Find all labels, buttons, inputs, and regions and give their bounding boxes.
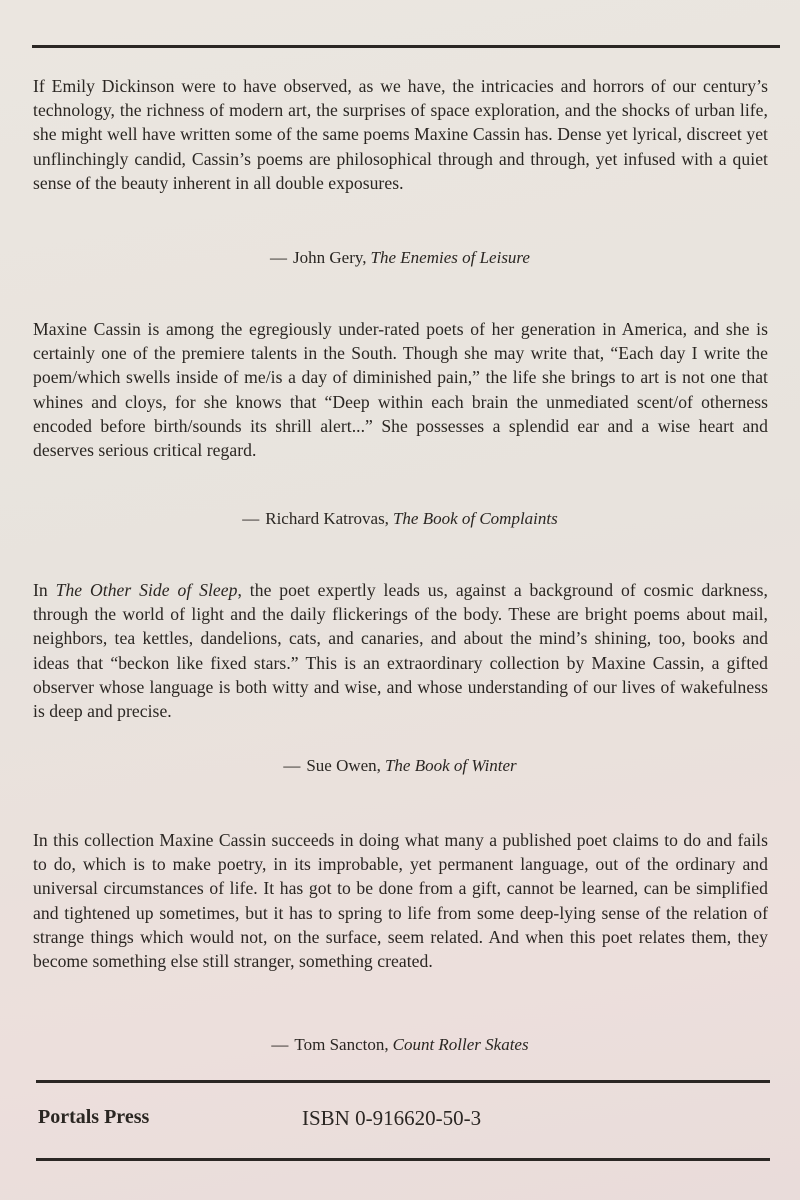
blurb-4-author: Tom Sancton, — [294, 1035, 389, 1054]
blurb-4 — [33, 828, 768, 973]
blurb-3-attribution — [0, 756, 800, 776]
blurb-3-book-title: The Other Side of Sleep — [55, 580, 238, 600]
blurb-4-attribution — [0, 1035, 800, 1055]
blurb-3-dash: — — [283, 756, 301, 775]
blurb-2-author: Richard Katrovas, — [265, 509, 389, 528]
blurb-2-book: The Book of Complaints — [392, 509, 558, 528]
blurb-1-book: The Enemies of Leisure — [370, 248, 530, 267]
blurb-1 — [33, 74, 768, 195]
top-rule — [32, 45, 780, 48]
blurb-3-book: The Book of Winter — [384, 756, 517, 775]
footer-bottom-rule — [36, 1158, 770, 1161]
publisher-name: Portals Press — [38, 1106, 150, 1128]
blurb-1-dash: — — [270, 248, 288, 267]
blurb-2-attribution — [0, 509, 800, 529]
blurb-1-text: If Emily Dickinson were to have observed, as we have, the intricacies and horrors of our century’s technology, the richness of modern art, the surprises of space exploration, and the shocks of urban life, she might well have written some of the same poems Maxine Cassin has. Dense yet lyrical, discreet yet unflinchingly candid, Cassin’s poems are philosophical through and through, yet infused with a quiet sense of the beauty inherent in all double exposures. — [33, 76, 768, 193]
blurb-2 — [33, 317, 768, 462]
blurb-4-text: In this collection Maxine Cassin succeeds in doing what many a published poet claims to do and fails to do, which is to make poetry, in its improbable, yet permanent language, out of the ordinary and universal circumstances of life. It has got to be done from a gift, cannot be learned, can be simplified and tightened up sometimes, but it has to spring to life from some deep-lying sense of the relation of strange things which would not, on the surface, seem related. And when this poet relates them, they become something else still stranger, something created. — [33, 830, 768, 972]
blurb-3-pre: In — [33, 580, 56, 600]
isbn-number: ISBN 0-916620-50-3 — [302, 1106, 482, 1130]
blurb-3-author: Sue Owen, — [306, 756, 381, 775]
blurb-4-book: Count Roller Skates — [392, 1035, 529, 1054]
blurb-2-text: Maxine Cassin is among the egregiously under-rated poets of her generation in America, and she is certainly one of the premiere talents in the South. Though she may write that, “Each day I write the poem/which swells inside of me/is a day of diminished pain,” the life she brings to art is not one that whines and cloys, for she knows that “Deep within each brain the unmediated scent/of otherness encoded before birth/sounds its shrill alert...” She possesses a splendid ear and a wise heart and deserves serious critical regard. — [33, 319, 768, 461]
blurb-3 — [33, 578, 768, 723]
blurb-1-author: John Gery, — [293, 248, 367, 267]
blurb-3-text: , the poet expertly leads us, against a background of cosmic darkness, through the world of light and the daily flickerings of the body. These are bright poems about mail, neighbors, tea kettles, dandelions, cats, and canaries, and about the mind’s shining, too, books and ideas that “beckon like fixed stars.” This is an extraordinary collection by Maxine Cassin, a gifted observer whose language is both witty and wise, and whose understanding of our lives of wakefulness is deep and precise. — [33, 580, 768, 722]
footer-top-rule — [36, 1080, 770, 1083]
blurb-2-dash: — — [242, 509, 260, 528]
blurb-1-attribution — [0, 248, 800, 268]
blurb-4-dash: — — [271, 1035, 289, 1054]
